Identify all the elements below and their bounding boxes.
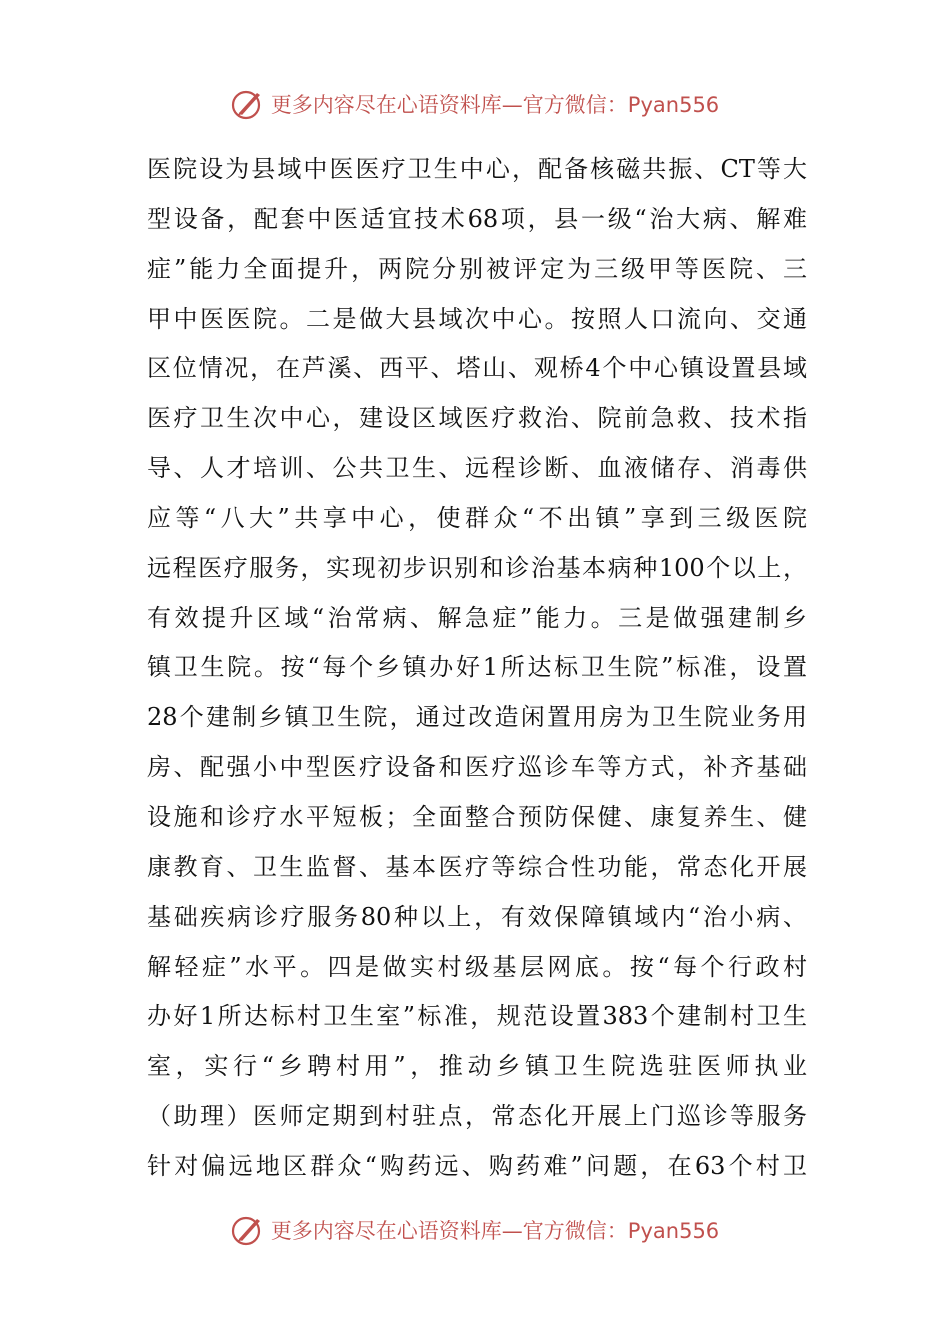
body-text-line: 导、人才培训、公共卫生、远程诊断、血液储存、消毒供 — [147, 454, 807, 483]
header-banner-text: 更多内容尽在心语资料库—官方微信：Pyan556 — [270, 93, 720, 117]
body-text-line: 针对偏远地区群众“购药远、购药难”问题，在63个村卫 — [147, 1151, 807, 1180]
body-text-line: 设施和诊疗水平短板；全面整合预防保健、康复养生、健 — [147, 802, 807, 831]
document-body — [147, 145, 807, 1192]
footer-banner-text: 更多内容尽在心语资料库—官方微信：Pyan556 — [270, 1219, 720, 1243]
footer-banner — [0, 1210, 950, 1250]
body-text-line: 办好1所达标村卫生室”标准，规范设置383个建制村卫生 — [147, 1002, 807, 1031]
body-text-line: 基础疾病诊疗服务80种以上，有效保障镇域内“治小病、 — [147, 902, 807, 931]
body-text-line: 28个建制乡镇卫生院，通过改造闲置用房为卫生院业务用 — [147, 703, 807, 732]
body-text-line: 镇卫生院。按“每个乡镇办好1所达标卫生院”标准，设置 — [147, 653, 807, 682]
body-text-line: 室，实行“乡聘村用”，推动乡镇卫生院选驻医师执业 — [147, 1052, 807, 1081]
body-text-line: 区位情况，在芦溪、西平、塔山、观桥4个中心镇设置县域 — [147, 354, 807, 383]
quill-pen-logo-icon — [231, 87, 265, 121]
body-text-line: 有效提升区域“治常病、解急症”能力。三是做强建制乡 — [147, 603, 807, 632]
body-text-line: 解轻症”水平。四是做实村级基层网底。按“每个行政村 — [147, 952, 807, 981]
body-text-line: 应等“八大”共享中心，使群众“不出镇”享到三级医院 — [147, 503, 807, 532]
body-text-line: 症”能力全面提升，两院分别被评定为三级甲等医院、三 — [147, 254, 807, 283]
body-text-line: 康教育、卫生监督、基本医疗等综合性功能，常态化开展 — [147, 852, 807, 881]
body-text-line: 房、配强小中型医疗设备和医疗巡诊车等方式，补齐基础 — [147, 753, 807, 782]
body-text-line: 医疗卫生次中心，建设区域医疗救治、院前急救、技术指 — [147, 404, 807, 433]
quill-pen-logo-icon — [231, 1213, 265, 1247]
body-text-line: 远程医疗服务，实现初步识别和诊治基本病种100个以上， — [147, 553, 807, 582]
body-text-line: 型设备，配套中医适宜技术68项，县一级“治大病、解难 — [147, 204, 807, 233]
body-text-line: 医院设为县域中医医疗卫生中心，配备核磁共振、CT等大 — [147, 155, 807, 183]
body-text-line: 甲中医医院。二是做大县域次中心。按照人口流向、交通 — [147, 304, 807, 333]
header-banner — [0, 84, 950, 124]
body-text-line: （助理）医师定期到村驻点，常态化开展上门巡诊等服务 — [147, 1102, 807, 1131]
